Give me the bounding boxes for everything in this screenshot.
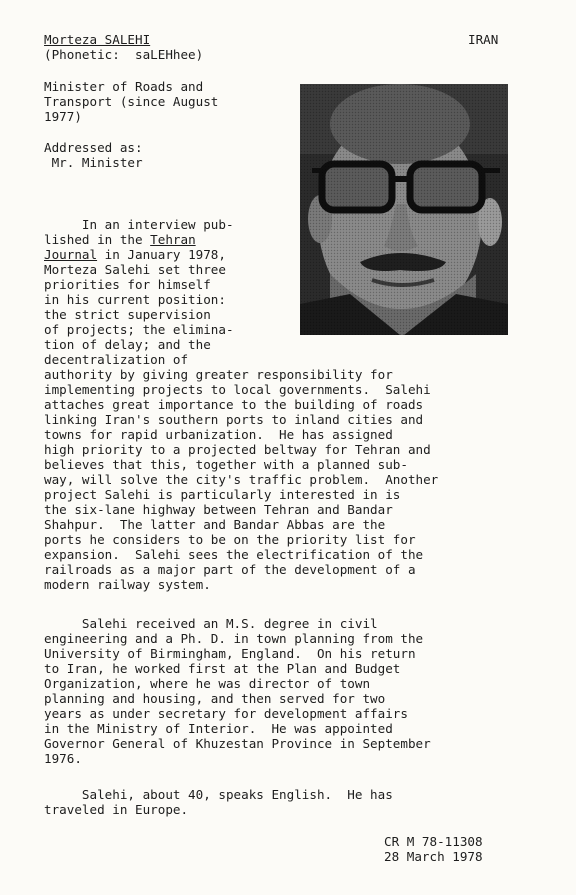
paragraph-line: way, will solve the city's traffic problem. Another (44, 472, 439, 487)
paragraph-line: the strict supervision (44, 307, 211, 322)
paragraph-line: to Iran, he worked first at the Plan and Budget (44, 661, 401, 676)
paragraph-line: in his current position: (44, 292, 226, 307)
paragraph-line: Morteza Salehi set three (44, 262, 226, 277)
paragraph-line: Salehi, about 40, speaks English. He has (44, 787, 393, 802)
paragraph-line: expansion. Salehi sees the electrification of the (44, 547, 424, 562)
paragraph-line (44, 232, 196, 247)
paragraph-line: decentralization of (44, 352, 189, 367)
address-label: Addressed as: (44, 140, 143, 155)
address-value: Mr. Minister (44, 155, 143, 170)
paragraph-line: of projects; the elimina- (44, 322, 234, 337)
paragraph-line: Organization, where he was director of town (44, 676, 371, 691)
reference-number: CR M 78-11308 (384, 834, 483, 849)
paragraph-line: in the Ministry of Interior. He was appointed (44, 721, 393, 736)
paragraph-line: traveled in Europe. (44, 802, 189, 817)
paragraph-line: engineering and a Ph. D. in town planning from the (44, 631, 424, 646)
paragraph-line: University of Birmingham, England. On his return (44, 646, 416, 661)
paragraph-line: years as under secretary for development affairs (44, 706, 408, 721)
paragraph-line: project Salehi is particularly interested in is (44, 487, 401, 502)
paragraph-line: the six-lane highway between Tehran and Bandar (44, 502, 393, 517)
paragraph-line: authority by giving greater responsibility for (44, 367, 393, 382)
title-line: 1977) (44, 109, 82, 124)
paragraph-line: modern railway system. (44, 577, 211, 592)
text-segment: in January 1978, (97, 247, 226, 262)
paragraph-line: railroads as a major part of the development of a (44, 562, 416, 577)
paragraph-line: high priority to a projected beltway for Tehran and (44, 442, 431, 457)
paragraph-line: priorities for himself (44, 277, 211, 292)
publication-name: Journal (44, 247, 98, 262)
paragraph-line: Governor General of Khuzestan Province in September (44, 736, 431, 751)
paragraph-line: ports he considers to be on the priority list for (44, 532, 416, 547)
paragraph-line: tion of delay; and the (44, 337, 211, 352)
paragraph-line: attaches great importance to the building of roads (44, 397, 424, 412)
document-date: 28 March 1978 (384, 849, 483, 864)
paragraph-line: Salehi received an M.S. degree in civil (44, 616, 378, 631)
phonetic-line: (Phonetic: saLEHhee) (44, 47, 204, 62)
publication-name: Tehran (150, 232, 196, 247)
paragraph-line: believes that this, together with a planned sub- (44, 457, 408, 472)
title-line: Transport (since August (44, 94, 219, 109)
paragraph-line: 1976. (44, 751, 82, 766)
paragraph-line: linking Iran's southern ports to inland cities and (44, 412, 424, 427)
portrait-photo (300, 84, 508, 335)
title-line: Minister of Roads and (44, 79, 204, 94)
text-segment: lished in the (44, 232, 151, 247)
paragraph-line: In an interview pub- (44, 217, 234, 232)
paragraph-line: towns for rapid urbanization. He has assigned (44, 427, 393, 442)
paragraph-line: Shahpur. The latter and Bandar Abbas are the (44, 517, 386, 532)
paragraph-line: implementing projects to local governments. Salehi (44, 382, 431, 397)
paragraph-line (44, 247, 226, 262)
person-name: Morteza SALEHI (44, 32, 151, 47)
paragraph-line: planning and housing, and then served for two (44, 691, 386, 706)
country-label: IRAN (468, 32, 499, 47)
